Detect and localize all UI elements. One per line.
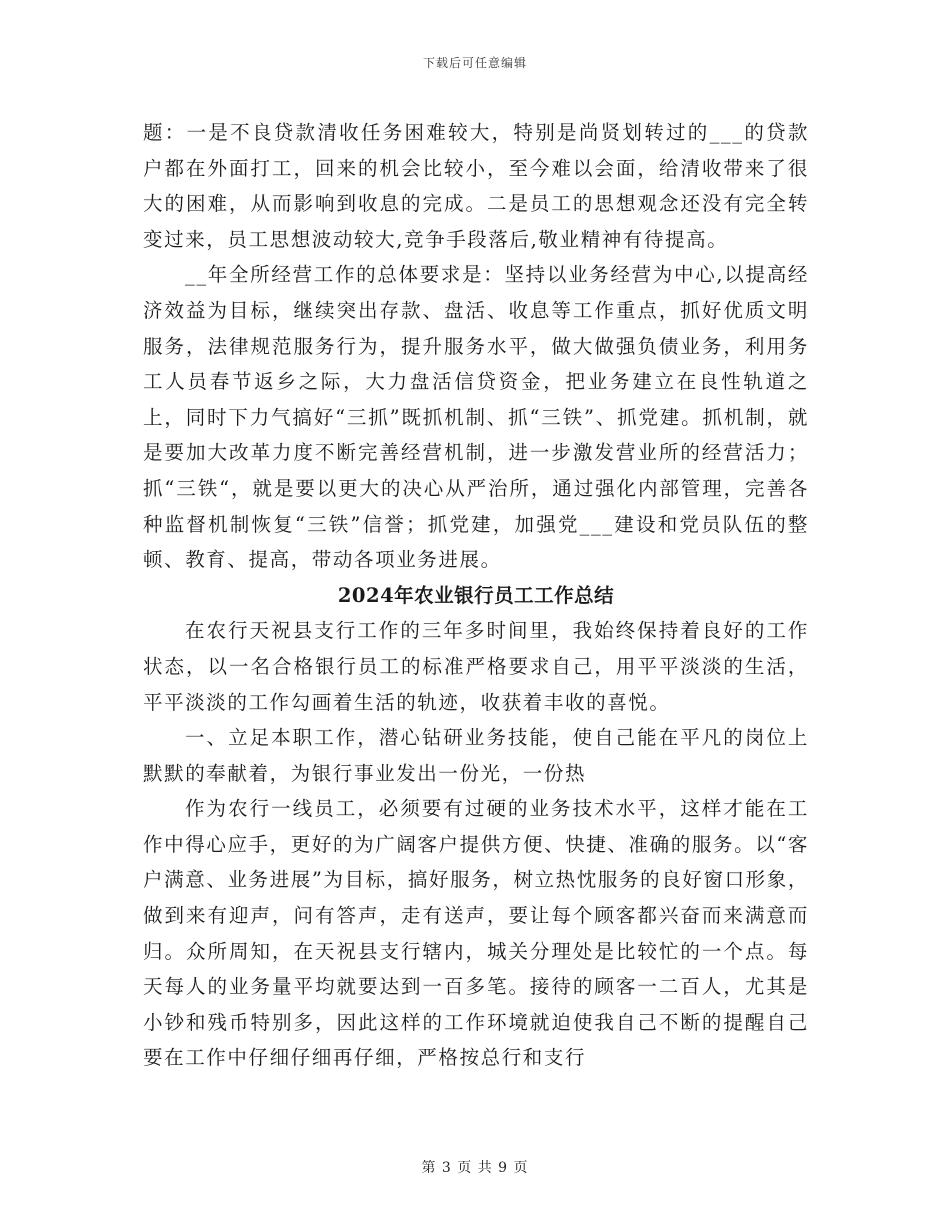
paragraph-annual-requirements: __年全所经营工作的总体要求是：坚持以业务经营为中心,以提高经济效益为目标，继续突出存款、盘活、收息等工作重点，抓好优质文明服务，法律规范服务行为，提升服务水平，做大做强负债业务，利用务工人员春节返乡之际，大力盘活信贷资金，把业务建立在良性轨道之上，同时下力气搞好“三抓”既抓机制、抓“三铁”、抓党建。抓机制，就是要加大改革力度不断完善经营机制，进一步激发营业所的经营活力；抓“三铁“，就是要以更大的决心从严治所，通过强化内部管理，完善各种监督机制恢复“三铁”信誉；抓党建，加强党___建设和党员队伍的整顿、教育、提高，带动各项业务进展。 [143, 263, 809, 572]
document-body [143, 115, 809, 1076]
page-footer: 第 3 页 共 9 页 [421, 1160, 529, 1176]
paragraph-continuation: 题：一是不良贷款清收任务困难较大，特别是尚贤划转过的___的贷款户都在外面打工，回来的机会比较小，至今难以会面，给清收带来了很大的困难，从而影响到收息的完成。二是员工的思想观念还没有完全转变过来，员工思想波动较大,竞争手段落后,敬业精神有待提高。 [143, 121, 809, 251]
paragraph-frontline-service: 作为农行一线员工，必须要有过硬的业务技术水平，这样才能在工作中得心应手，更好的为广阔客户提供方便、快捷、准确的服务。以“客户满意、业务进展”为目标，搞好服务，树立热忱服务的良好窗口形象，做到来有迎声，问有答声，走有送声，要让每个顾客都兴奋而来满意而归。众所周知，在天祝县支行辖内，城关分理处是比较忙的一个点。每天每人的业务量平均就要达到一百多笔。接待的顾客一二百人，尤其是小钞和残币特别多，因此这样的工作环境就迫使我自己不断的提醒自己要在工作中仔细仔细再仔细，严格按总行和支行 [143, 797, 809, 1070]
paragraph-heading-one: 一、立足本职工作，潜心钻研业务技能，使自己能在平凡的岗位上默默的奉献着，为银行事业发出一份光，一份热 [143, 726, 809, 785]
paragraph-intro: 在农行天祝县支行工作的三年多时间里，我始终保持着良好的工作状态，以一名合格银行员工的标准严格要求自己，用平平淡淡的生活，平平淡淡的工作勾画着生活的轨迹，收获着丰收的喜悦。 [143, 619, 809, 714]
page-header-note: 下载后可任意编辑 [422, 56, 527, 70]
section-title: 2024年农业银行员工工作总结 [337, 583, 615, 607]
